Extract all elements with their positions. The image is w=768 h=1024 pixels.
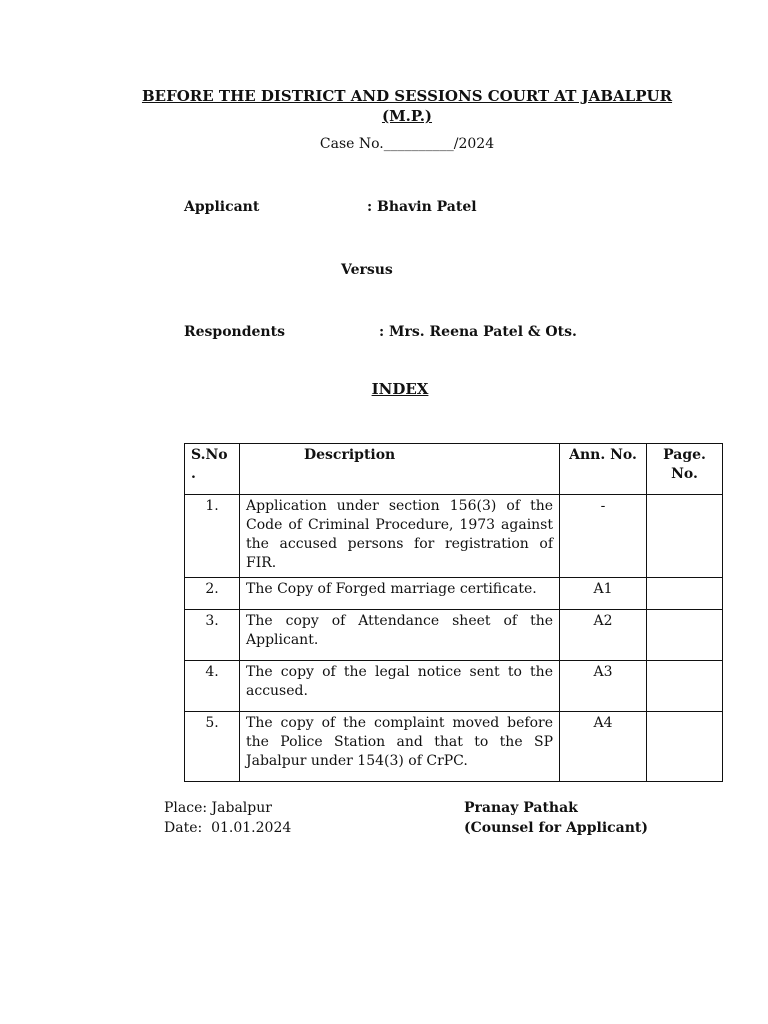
cell-ann-no: A2 <box>560 610 647 661</box>
table-row <box>185 578 723 610</box>
table-header-row <box>185 444 723 495</box>
cell-description: The copy of the complaint moved before the Police Station and that to the SP Jabalpur under 154(3) of CrPC. <box>240 712 560 782</box>
cell-ann-no: A3 <box>560 661 647 712</box>
table-row <box>185 610 723 661</box>
index-table <box>184 443 723 782</box>
cell-ann-no: - <box>560 495 647 578</box>
case-number: Case No.__________/2024 <box>319 136 495 152</box>
counsel-role: (Counsel for Applicant) <box>464 820 648 836</box>
cell-sno: 4. <box>185 661 240 712</box>
table-row <box>185 712 723 782</box>
cell-description: The Copy of Forged marriage certificate. <box>240 578 560 610</box>
applicant-value: : Bhavin Patel <box>367 199 477 215</box>
header-description: Description <box>240 444 560 495</box>
respondents-value: : Mrs. Reena Patel & Ots. <box>379 324 577 340</box>
cell-page-no <box>647 610 723 661</box>
cell-description: The copy of Attendance sheet of the Applicant. <box>240 610 560 661</box>
index-title: INDEX <box>371 380 429 398</box>
versus-label: Versus <box>341 262 393 278</box>
header-page-no: Page. No. <box>647 444 723 495</box>
table-row <box>185 495 723 578</box>
cell-page-no <box>647 578 723 610</box>
cell-description: Application under section 156(3) of the Code of Criminal Procedure, 1973 against the accused persons for registration of FIR. <box>240 495 560 578</box>
court-title-line1: BEFORE THE DISTRICT AND SESSIONS COURT AT JABALPUR <box>141 87 673 105</box>
cell-page-no <box>647 661 723 712</box>
respondents-label: Respondents <box>184 324 285 340</box>
cell-page-no <box>647 712 723 782</box>
cell-sno: 1. <box>185 495 240 578</box>
header-ann-no: Ann. No. <box>560 444 647 495</box>
court-title-line2: (M.P.) <box>381 107 433 125</box>
cell-sno: 2. <box>185 578 240 610</box>
cell-description: The copy of the legal notice sent to the accused. <box>240 661 560 712</box>
header-sno: S.No . <box>185 444 240 495</box>
footer-place: Place: Jabalpur <box>164 800 272 816</box>
counsel-name: Pranay Pathak <box>464 800 578 816</box>
cell-ann-no: A4 <box>560 712 647 782</box>
cell-sno: 5. <box>185 712 240 782</box>
cell-sno: 3. <box>185 610 240 661</box>
applicant-label: Applicant <box>184 199 260 215</box>
cell-page-no <box>647 495 723 578</box>
table-row <box>185 661 723 712</box>
cell-ann-no: A1 <box>560 578 647 610</box>
footer-date: Date: 01.01.2024 <box>164 820 292 836</box>
